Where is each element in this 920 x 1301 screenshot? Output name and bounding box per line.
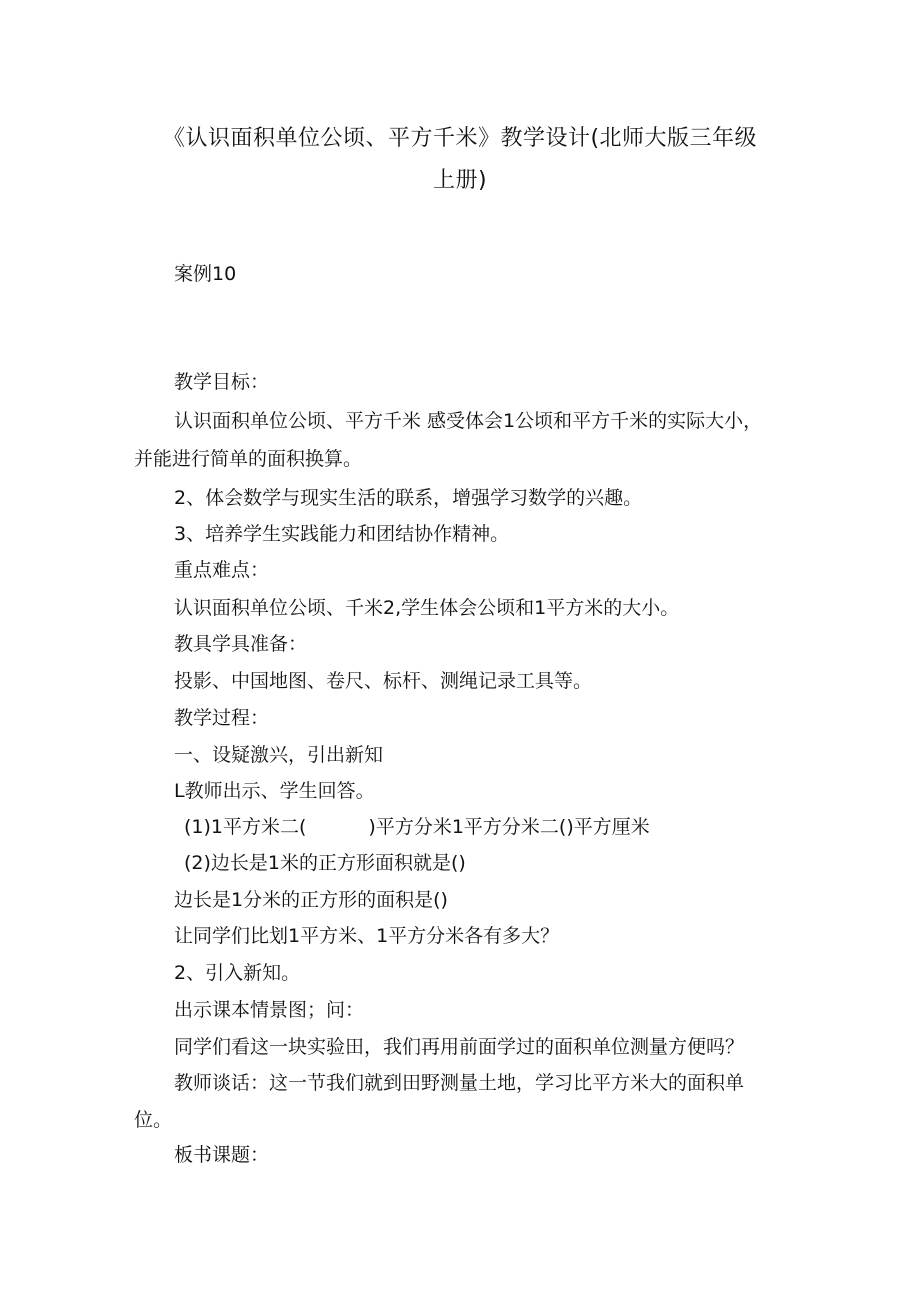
teacher-talk: 教师谈话：这一节我们就到田野测量土地，学习比平方米大的面积单	[174, 1072, 745, 1094]
question-4: 让同学们比划1平方米、1平方分米各有多大？	[174, 925, 560, 947]
objective-1: 认识面积单位公顷、平方千米 感受体会1公顷和平方千米的实际大小，	[174, 410, 763, 432]
objective-2: 2、体会数学与现实生活的联系，增强学习数学的兴趣。	[174, 487, 643, 509]
question-1-part-1: (1)1平方米二(	[184, 816, 307, 838]
title-line-1: 《认识面积单位公顷、平方千米》教学设计(北师大版三年级	[162, 126, 758, 151]
objective-3: 3、培养学生实践能力和团结协作精神。	[174, 523, 510, 545]
scene-question: 同学们看这一块实验田，我们再用前面学过的面积单位测量方便吗？	[174, 1036, 745, 1058]
section-heading-process: 教学过程：	[174, 707, 270, 729]
scene-prompt: 出示课本情景图；问：	[174, 999, 365, 1021]
section-heading-materials: 教具学具准备：	[174, 633, 308, 655]
board-title-heading: 板书课题：	[174, 1144, 270, 1166]
section-heading-key-points: 重点难点：	[174, 559, 270, 581]
teacher-talk-continued: 位。	[134, 1109, 173, 1131]
question-3: 边长是1分米的正方形的面积是()	[174, 889, 448, 911]
objective-1-continued: 并能进行简单的面积换算。	[134, 448, 363, 470]
question-2: (2)边长是1米的正方形面积就是()	[184, 852, 466, 874]
key-points-text: 认识面积单位公顷、千米2,学生体会公顷和1平方米的大小。	[174, 597, 680, 619]
document-title	[100, 118, 820, 202]
title-line-2: 上册)	[432, 168, 488, 193]
process-step-1-heading: 一、设疑激兴，引出新知	[174, 744, 384, 766]
section-heading-objectives: 教学目标：	[174, 371, 270, 393]
question-1	[184, 813, 650, 841]
case-label: 案例10	[174, 263, 237, 285]
question-1-part-2: )平方分米1平方分米二()平方厘米	[368, 816, 650, 838]
process-step-1-instruction: L教师出示、学生回答。	[174, 780, 375, 802]
process-step-2-heading: 2、引入新知。	[174, 962, 301, 984]
materials-text: 投影、中国地图、卷尺、标杆、测绳记录工具等。	[174, 670, 593, 692]
